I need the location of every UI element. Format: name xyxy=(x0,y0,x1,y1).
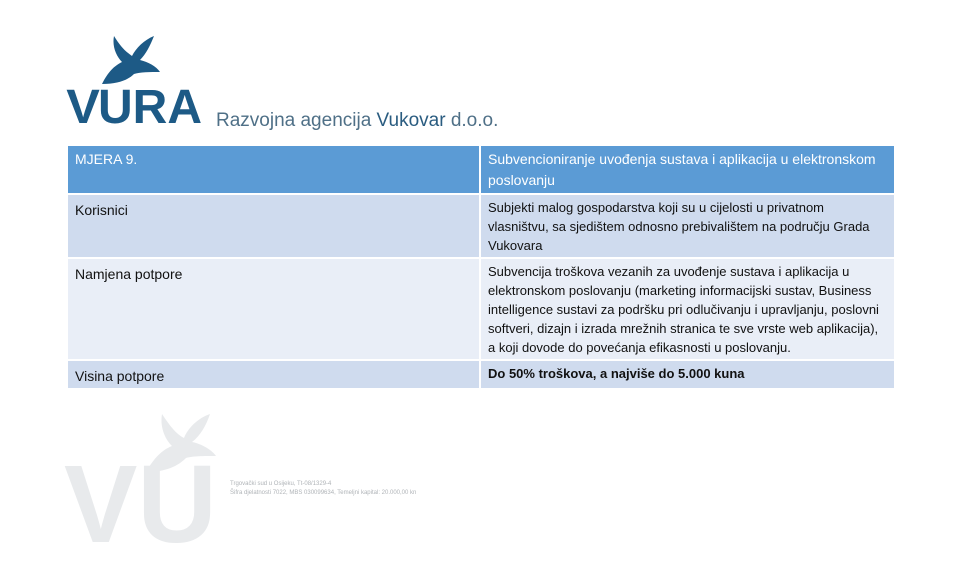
measure-title: Subvencioniranje uvođenja sustava i aplikacija u elektronskom poslovanju xyxy=(480,145,895,194)
company-registration-info xyxy=(230,480,416,498)
agency-prefix: Razvojna agencija xyxy=(216,110,377,131)
agency-suffix: d.o.o. xyxy=(445,110,499,131)
agency-name xyxy=(216,110,498,132)
registration-line-1: Trgovački sud u Osijeku, Tt-08/1329-4 xyxy=(230,481,332,487)
brand-wordmark xyxy=(66,81,203,134)
measure-table xyxy=(66,144,896,390)
company-logo xyxy=(64,32,499,136)
registration-line-2: Šifra djelatnosti 7022, MBS 030099634, Temeljni kapital: 20.000,00 kn xyxy=(230,490,417,496)
row-label: Namjena potpore xyxy=(67,258,480,360)
table-row xyxy=(67,258,895,360)
row-label: Korisnici xyxy=(67,194,480,258)
agency-city: Vukovar xyxy=(376,110,446,131)
watermark-letters: VU xyxy=(64,443,217,566)
row-label: Visina potpore xyxy=(67,360,480,389)
table-row xyxy=(67,360,895,389)
row-value: Subvencija troškova vezanih za uvođenje sustava i aplikacija u elektronskom poslovanju (marketing informacijski sustav, Business intelligence sustavi za podršku pri odlučivanju i upravljanju, poslovni softveri, dizajn i izrada mrežnih stranica te sve vrste web aplikacija), a koji dovode do povećanja efikasnosti u poslovanju. xyxy=(480,258,895,360)
brand-letter-v: V xyxy=(66,81,99,134)
table-row xyxy=(67,194,895,258)
row-value: Do 50% troškova, a najviše do 5.000 kuna xyxy=(480,360,895,389)
table-header-row xyxy=(67,145,895,194)
row-value: Subjekti malog gospodarstva koji su u cijelosti u privatnom vlasništvu, sa sjedištem odnosno prebivalištem na području Grada Vukovara xyxy=(480,194,895,258)
measure-label: MJERA 9. xyxy=(67,145,480,194)
watermark-logo xyxy=(60,410,240,566)
brand-letters-ura: URA xyxy=(98,81,203,134)
